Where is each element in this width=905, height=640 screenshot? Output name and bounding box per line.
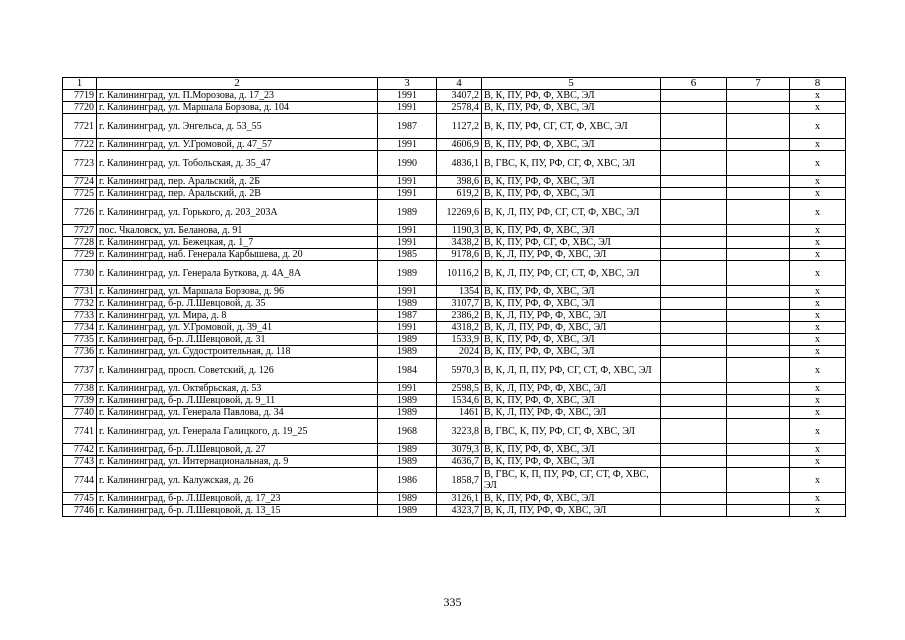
row-number: 7730 [63,261,97,286]
systems-cell: В, К, Л, ПУ, РФ, СГ, СТ, Ф, ХВС, ЭЛ [482,261,661,286]
area-cell: 12269,6 [437,200,482,225]
row-number: 7731 [63,286,97,298]
col7-cell [727,383,790,395]
table-row [63,114,846,139]
table-body [63,78,846,517]
address-cell: г. Калининград, ул. Мира, д. 8 [97,310,378,322]
year-cell: 1990 [378,151,437,176]
area-cell: 3223,8 [437,419,482,444]
col6-cell [661,419,727,444]
year-cell: 1989 [378,456,437,468]
col7-cell [727,322,790,334]
area-cell: 9178,6 [437,249,482,261]
table-row [63,249,846,261]
table-row [63,444,846,456]
area-cell: 1127,2 [437,114,482,139]
address-cell: г. Калининград, ул. У.Громовой, д. 47_57 [97,139,378,151]
year-cell: 1991 [378,188,437,200]
table-row [63,139,846,151]
col8-cell: x [790,200,846,225]
col8-cell: x [790,395,846,407]
address-cell: г. Калининград, ул. Бежецкая, д. 1_7 [97,237,378,249]
year-cell: 1989 [378,346,437,358]
systems-cell: В, К, ПУ, РФ, СГ, СТ, Ф, ХВС, ЭЛ [482,114,661,139]
address-cell: г. Калининград, ул. Горького, д. 203_203А [97,200,378,225]
table-row [63,286,846,298]
col8-cell: x [790,493,846,505]
address-cell: г. Калининград, пер. Аральский, д. 2В [97,188,378,200]
area-cell: 2386,2 [437,310,482,322]
col6-cell [661,444,727,456]
systems-cell: В, К, ПУ, РФ, Ф, ХВС, ЭЛ [482,493,661,505]
address-cell: г. Калининград, б-р. Л.Шевцовой, д. 27 [97,444,378,456]
area-cell: 3438,2 [437,237,482,249]
table-row [63,383,846,395]
year-cell: 1991 [378,225,437,237]
area-cell: 1354 [437,286,482,298]
year-cell: 1987 [378,310,437,322]
col6-cell [661,468,727,493]
col6-cell [661,286,727,298]
col7-cell [727,419,790,444]
row-number: 7719 [63,90,97,102]
systems-cell: В, К, ПУ, РФ, Ф, ХВС, ЭЛ [482,188,661,200]
address-cell: г. Калининград, ул. Маршала Борзова, д. 104 [97,102,378,114]
col8-cell: x [790,90,846,102]
col8-cell: x [790,298,846,310]
table-row [63,456,846,468]
systems-cell: В, К, Л, ПУ, РФ, СГ, СТ, Ф, ХВС, ЭЛ [482,200,661,225]
table-row [63,468,846,493]
row-number: 7737 [63,358,97,383]
row-number: 7726 [63,200,97,225]
col7-cell [727,176,790,188]
year-cell: 1984 [378,358,437,383]
area-cell: 2024 [437,346,482,358]
year-cell: 1989 [378,200,437,225]
col7-cell [727,90,790,102]
systems-cell: В, К, ПУ, РФ, Ф, ХВС, ЭЛ [482,395,661,407]
table-row [63,102,846,114]
area-cell: 3079,3 [437,444,482,456]
col6-cell [661,90,727,102]
col8-cell: x [790,358,846,383]
area-cell: 2578,4 [437,102,482,114]
address-cell: г. Калининград, просп. Советский, д. 126 [97,358,378,383]
col8-cell: x [790,261,846,286]
col8-cell: x [790,456,846,468]
year-cell: 1989 [378,395,437,407]
area-cell: 1461 [437,407,482,419]
row-number: 7740 [63,407,97,419]
systems-cell: В, К, Л, ПУ, РФ, Ф, ХВС, ЭЛ [482,383,661,395]
systems-cell: В, К, ПУ, РФ, Ф, ХВС, ЭЛ [482,346,661,358]
address-cell: г. Калининград, ул. Тобольская, д. 35_47 [97,151,378,176]
systems-cell: В, К, ПУ, РФ, Ф, ХВС, ЭЛ [482,444,661,456]
col6-cell [661,237,727,249]
systems-cell: В, К, Л, ПУ, РФ, Ф, ХВС, ЭЛ [482,249,661,261]
systems-cell: В, ГВС, К, ПУ, РФ, СГ, Ф, ХВС, ЭЛ [482,151,661,176]
area-cell: 1858,7 [437,468,482,493]
col8-cell: x [790,383,846,395]
col6-cell [661,346,727,358]
row-number: 7744 [63,468,97,493]
col6-cell [661,188,727,200]
row-number: 7732 [63,298,97,310]
col7-cell [727,188,790,200]
address-cell: г. Калининград, б-р. Л.Шевцовой, д. 31 [97,334,378,346]
table-row [63,395,846,407]
header-cell-5: 5 [482,78,661,90]
col8-cell: x [790,322,846,334]
col7-cell [727,395,790,407]
table-row [63,90,846,102]
col7-cell [727,493,790,505]
col7-cell [727,456,790,468]
systems-cell: В, К, ПУ, РФ, СГ, Ф, ХВС, ЭЛ [482,237,661,249]
year-cell: 1991 [378,139,437,151]
col8-cell: x [790,334,846,346]
row-number: 7739 [63,395,97,407]
table-row [63,346,846,358]
year-cell: 1991 [378,90,437,102]
col8-cell: x [790,225,846,237]
col8-cell: x [790,176,846,188]
col7-cell [727,334,790,346]
table-row [63,334,846,346]
year-cell: 1991 [378,383,437,395]
table-row [63,225,846,237]
row-number: 7720 [63,102,97,114]
year-cell: 1989 [378,493,437,505]
row-number: 7738 [63,383,97,395]
col7-cell [727,298,790,310]
row-number: 7729 [63,249,97,261]
year-cell: 1986 [378,468,437,493]
address-cell: пос. Чкаловск, ул. Беланова, д. 91 [97,225,378,237]
systems-cell: В, К, ПУ, РФ, Ф, ХВС, ЭЛ [482,334,661,346]
col6-cell [661,407,727,419]
area-cell: 4606,9 [437,139,482,151]
row-number: 7742 [63,444,97,456]
col6-cell [661,139,727,151]
col7-cell [727,261,790,286]
systems-cell: В, К, ПУ, РФ, Ф, ХВС, ЭЛ [482,176,661,188]
address-cell: г. Калининград, наб. Генерала Карбышева, д. 20 [97,249,378,261]
table-row [63,151,846,176]
col8-cell: x [790,188,846,200]
systems-cell: В, К, ПУ, РФ, Ф, ХВС, ЭЛ [482,102,661,114]
row-number: 7741 [63,419,97,444]
systems-cell: В, К, ПУ, РФ, Ф, ХВС, ЭЛ [482,225,661,237]
row-number: 7723 [63,151,97,176]
col7-cell [727,468,790,493]
year-cell: 1989 [378,505,437,517]
address-cell: г. Калининград, ул. Генерала Павлова, д. 34 [97,407,378,419]
header-cell-7: 7 [727,78,790,90]
area-cell: 1190,3 [437,225,482,237]
year-cell: 1991 [378,237,437,249]
col6-cell [661,249,727,261]
systems-cell: В, К, ПУ, РФ, Ф, ХВС, ЭЛ [482,286,661,298]
area-cell: 4318,2 [437,322,482,334]
col7-cell [727,114,790,139]
col8-cell: x [790,419,846,444]
area-cell: 3107,7 [437,298,482,310]
col7-cell [727,358,790,383]
table-row [63,188,846,200]
col6-cell [661,310,727,322]
year-cell: 1989 [378,334,437,346]
header-cell-1: 1 [63,78,97,90]
address-cell: г. Калининград, пер. Аральский, д. 2Б [97,176,378,188]
area-cell: 619,2 [437,188,482,200]
address-cell: г. Калининград, ул. Интернациональная, д. 9 [97,456,378,468]
header-cell-4: 4 [437,78,482,90]
table-row [63,261,846,286]
row-number: 7743 [63,456,97,468]
col6-cell [661,383,727,395]
address-cell: г. Калининград, ул. Генерала Буткова, д. 4А_8А [97,261,378,286]
col6-cell [661,114,727,139]
table-row [63,176,846,188]
row-number: 7722 [63,139,97,151]
header-cell-3: 3 [378,78,437,90]
col6-cell [661,395,727,407]
year-cell: 1989 [378,261,437,286]
systems-cell: В, ГВС, К, П, ПУ, РФ, СГ, СТ, Ф, ХВС, ЭЛ [482,468,661,493]
row-number: 7745 [63,493,97,505]
address-cell: г. Калининград, ул. Энгельса, д. 53_55 [97,114,378,139]
col8-cell: x [790,505,846,517]
systems-cell: В, К, Л, ПУ, РФ, Ф, ХВС, ЭЛ [482,310,661,322]
header-cell-8: 8 [790,78,846,90]
address-cell: г. Калининград, ул. Октябрьская, д. 53 [97,383,378,395]
area-cell: 3126,1 [437,493,482,505]
address-cell: г. Калининград, б-р. Л.Шевцовой, д. 13_15 [97,505,378,517]
col7-cell [727,237,790,249]
table-row [63,322,846,334]
systems-cell: В, К, ПУ, РФ, Ф, ХВС, ЭЛ [482,456,661,468]
row-number: 7735 [63,334,97,346]
table-row [63,358,846,383]
table-row [63,200,846,225]
col8-cell: x [790,468,846,493]
col7-cell [727,407,790,419]
col8-cell: x [790,151,846,176]
col8-cell: x [790,114,846,139]
area-cell: 1534,6 [437,395,482,407]
systems-cell: В, К, Л, ПУ, РФ, Ф, ХВС, ЭЛ [482,322,661,334]
address-cell: г. Калининград, ул. Судостроительная, д. 118 [97,346,378,358]
area-cell: 4836,1 [437,151,482,176]
col7-cell [727,151,790,176]
row-number: 7728 [63,237,97,249]
year-cell: 1989 [378,407,437,419]
row-number: 7746 [63,505,97,517]
area-cell: 398,6 [437,176,482,188]
col7-cell [727,505,790,517]
col8-cell: x [790,286,846,298]
col6-cell [661,322,727,334]
col6-cell [661,176,727,188]
row-number: 7727 [63,225,97,237]
address-cell: г. Калининград, б-р. Л.Шевцовой, д. 17_23 [97,493,378,505]
col6-cell [661,334,727,346]
year-cell: 1985 [378,249,437,261]
address-cell: г. Калининград, б-р. Л.Шевцовой, д. 35 [97,298,378,310]
col6-cell [661,358,727,383]
housing-register-table [62,77,846,517]
page-number: 335 [443,595,462,609]
col7-cell [727,286,790,298]
table-row [63,310,846,322]
col7-cell [727,200,790,225]
table-row [63,419,846,444]
table-row [63,493,846,505]
area-cell: 5970,3 [437,358,482,383]
table-row [63,298,846,310]
row-number: 7721 [63,114,97,139]
address-cell: г. Калининград, ул. Маршала Борзова, д. 96 [97,286,378,298]
col6-cell [661,505,727,517]
header-cell-6: 6 [661,78,727,90]
col8-cell: x [790,310,846,322]
table-row [63,505,846,517]
col7-cell [727,346,790,358]
col7-cell [727,249,790,261]
row-number: 7724 [63,176,97,188]
row-number: 7734 [63,322,97,334]
col8-cell: x [790,346,846,358]
systems-cell: В, К, Л, П, ПУ, РФ, СГ, СТ, Ф, ХВС, ЭЛ [482,358,661,383]
table-row [63,407,846,419]
col6-cell [661,200,727,225]
col6-cell [661,261,727,286]
table-row [63,237,846,249]
systems-cell: В, К, ПУ, РФ, Ф, ХВС, ЭЛ [482,90,661,102]
col6-cell [661,102,727,114]
col8-cell: x [790,444,846,456]
col8-cell: x [790,249,846,261]
area-cell: 10116,2 [437,261,482,286]
systems-cell: В, К, Л, ПУ, РФ, Ф, ХВС, ЭЛ [482,505,661,517]
address-cell: г. Калининград, ул. У.Громовой, д. 39_41 [97,322,378,334]
col8-cell: x [790,139,846,151]
address-cell: г. Калининград, ул. Калужская, д. 26 [97,468,378,493]
area-cell: 4636,7 [437,456,482,468]
year-cell: 1991 [378,176,437,188]
address-cell: г. Калининград, ул. Генерала Галицкого, д. 19_25 [97,419,378,444]
systems-cell: В, К, Л, ПУ, РФ, Ф, ХВС, ЭЛ [482,407,661,419]
year-cell: 1989 [378,298,437,310]
col8-cell: x [790,102,846,114]
year-cell: 1987 [378,114,437,139]
header-cell-2: 2 [97,78,378,90]
row-number: 7725 [63,188,97,200]
systems-cell: В, К, ПУ, РФ, Ф, ХВС, ЭЛ [482,298,661,310]
address-cell: г. Калининград, б-р. Л.Шевцовой, д. 9_11 [97,395,378,407]
area-cell: 1533,9 [437,334,482,346]
area-cell: 4323,7 [437,505,482,517]
systems-cell: В, ГВС, К, ПУ, РФ, СГ, Ф, ХВС, ЭЛ [482,419,661,444]
col6-cell [661,225,727,237]
row-number: 7736 [63,346,97,358]
col6-cell [661,151,727,176]
area-cell: 2598,5 [437,383,482,395]
systems-cell: В, К, ПУ, РФ, Ф, ХВС, ЭЛ [482,139,661,151]
col6-cell [661,298,727,310]
col7-cell [727,102,790,114]
address-cell: г. Калининград, ул. П.Морозова, д. 17_23 [97,90,378,102]
area-cell: 3407,2 [437,90,482,102]
col7-cell [727,139,790,151]
col8-cell: x [790,407,846,419]
year-cell: 1991 [378,322,437,334]
col8-cell: x [790,237,846,249]
row-number: 7733 [63,310,97,322]
year-cell: 1991 [378,286,437,298]
year-cell: 1968 [378,419,437,444]
col7-cell [727,310,790,322]
col6-cell [661,493,727,505]
year-cell: 1989 [378,444,437,456]
col7-cell [727,225,790,237]
year-cell: 1991 [378,102,437,114]
header-row [63,78,846,90]
col7-cell [727,444,790,456]
col6-cell [661,456,727,468]
